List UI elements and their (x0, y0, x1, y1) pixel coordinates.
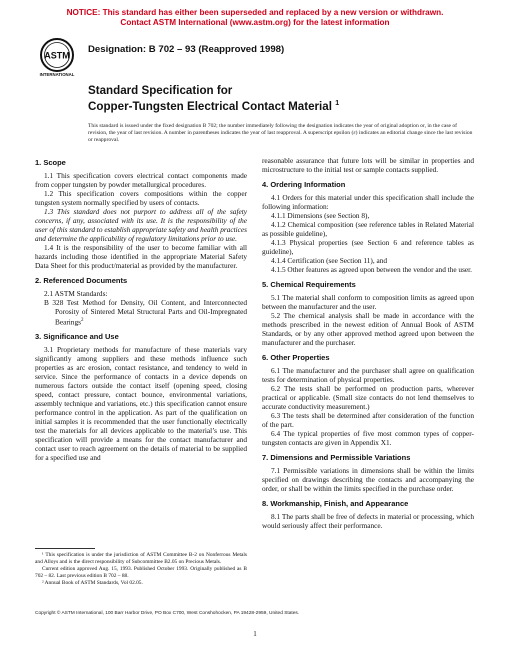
logo-caption: INTERNATIONAL (39, 72, 75, 77)
paragraph-5-1: 5.1 The material shall conform to composition limits as agreed upon between the manufacturer and the user. (262, 293, 474, 311)
paragraph-6-4: 6.4 The typical properties of five most common types of copper-tungsten contacts are given in Appendix X1. (262, 429, 474, 447)
paragraph-4-1: 4.1 Orders for this material under this specification shall include the following information: (262, 193, 474, 211)
footnote-rule (35, 548, 95, 549)
section-heading-other-properties: 6. Other Properties (262, 353, 330, 362)
footnote-1-edition: Current edition approved Aug. 15, 1993. Published October 1993. Originally published as B 702 – 82. Last previous edition B 702 – 88. (35, 566, 247, 579)
title-line-1: Standard Specification for (88, 84, 233, 97)
paragraph-3-1: 3.1 Proprietary methods for manufacture of these materials vary significantly among suppliers and these methods influence such properties as arc erosion, contact resistance, and tendency to weld in service. Since the performance of contacts in a device depends on numerous factors outside the contact itself (opening speed, closing speed, contact pressure, contact bounce, environmental variations, assembly technique and variations, etc.) this specification cannot ensure performance control in the application. As part of the qualification on initial samples it is recommended that the user functionally electrically test the materials for all devices applicable to the material’s use. This specification will provide a means for the contact manufacturer and contact user to reach agreement on the details of material to be supplied for a specified use and (35, 345, 247, 463)
reference-footnote-mark: 2 (80, 318, 84, 323)
paragraph-4-1-3: 4.1.3 Physical properties (see Section 6 and reference tables as guideline), (262, 238, 474, 256)
section-heading-referenced-documents: 2. Referenced Documents (35, 276, 128, 285)
notice-line-1: NOTICE: This standard has either been superseded and replaced by a new version or withdrawn. (66, 8, 444, 17)
left-column (35, 156, 247, 462)
designation: Designation: B 702 – 93 (Reapproved 1998) (88, 44, 285, 55)
section-heading-dimensions: 7. Dimensions and Permissible Variations (262, 453, 411, 462)
page-number: 1 (253, 630, 257, 638)
paragraph-8-1: 8.1 The parts shall be free of defects in material or processing, which would seriously affect their performance. (262, 512, 474, 530)
paragraph-1-1: 1.1 This specification covers electrical contact components made from copper tungsten by powder metallurgical procedures. (35, 171, 247, 189)
title-line-2: Copper-Tungsten Electrical Contact Material (88, 99, 332, 113)
paragraph-1-3: 1.3 This standard does not purport to address all of the safety concerns, if any, associated with its use. It is the responsibility of the user of this standard to establish appropriate safety and health practices and determine the applicability of regulatory limitations prior to use. (35, 207, 247, 243)
document-title (88, 84, 339, 113)
withdrawal-notice (0, 8, 510, 28)
logo-brand: ASTM (44, 50, 70, 61)
paragraph-6-2: 6.2 The tests shall be performed on production parts, wherever practical or applicable. (Small size contacts do not lend themselves to accurate conductivity measurement.) (262, 384, 474, 411)
paragraph-4-1-5: 4.1.5 Other features as agreed upon between the vendor and the user. (271, 265, 472, 274)
paragraph-4-1-2: 4.1.2 Chemical composition (see reference tables in Related Material as possible guideline), (262, 220, 474, 238)
preamble: This standard is issued under the fixed designation B 702; the number immediately following the designation indicates the year of original adoption or, in the case of revision, the year of last revision. A number in parentheses indicates the year of last reapproval. A superscript epsilon (ε) indicates an editorial change since the last revision or reapproval. (88, 123, 473, 143)
section-heading-scope: 1. Scope (35, 158, 66, 167)
right-column (262, 156, 474, 530)
title-footnote-mark: 1 (335, 100, 340, 107)
reference-b328 (35, 298, 247, 326)
notice-line-2: Contact ASTM International (www.astm.org) for the latest information (120, 18, 390, 27)
section-heading-ordering: 4. Ordering Information (262, 180, 346, 189)
paragraph-4-1-1: 4.1.1 Dimensions (see Section 8), (271, 211, 370, 220)
paragraph-6-1: 6.1 The manufacturer and the purchaser shall agree on qualification tests for determination of physical properties. (262, 366, 474, 384)
paragraph-1-2: 1.2 This specification covers compositions within the copper tungsten system normally specified by users of contacts. (35, 189, 247, 207)
paragraph-4-1-4: 4.1.4 Certification (see Section 11), and (271, 256, 388, 265)
paragraph-6-3: 6.3 The tests shall be determined after consideration of the function of the part. (262, 411, 474, 429)
paragraph-1-4: 1.4 It is the responsibility of the user to become familiar with all hazards including those identified in the appropriate Material Safety Data Sheet for this product/material as provided by the manufacturer. (35, 243, 247, 270)
footnotes (35, 552, 247, 588)
paragraph-7-1: 7.1 Permissible variations in dimensions shall be within the limits specified on drawings describing the contacts and accompanying the order, or shall be within the limits specified in the purchase order. (262, 466, 474, 493)
section-heading-significance: 3. Significance and Use (35, 332, 119, 342)
copyright-line: Copyright © ASTM International, 100 Barr Harbor Drive, PO Box C700, West Conshohocken, PA 19428-2959, United States. (35, 611, 300, 616)
footnote-1: ¹ This specification is under the jurisdiction of ASTM Committee B-2 on Nonferrous Metals and Alloys and is the direct responsibility of Subcommittee B2.05 on Precious Metals. (35, 552, 247, 565)
paragraph-2-1: 2.1 ASTM Standards: (44, 289, 108, 298)
section-heading-workmanship: 8. Workmanship, Finish, and Appearance (262, 499, 409, 508)
footnote-2: ² Annual Book of ASTM Standards, Vol 02.05. (42, 580, 143, 587)
paragraph-5-2: 5.2 The chemical analysis shall be made in accordance with the methods prescribed in the newest edition of Annual Book of ASTM Standards, or by any other approved method agreed upon between the manufacturer and the purchaser. (262, 311, 474, 347)
reference-b328-text: B 328 Test Method for Density, Oil Content, and Interconnected Porosity of Sintered Metal Structural Parts and Oil-Impregnated Bearings (44, 298, 247, 327)
astm-logo (36, 36, 78, 78)
paragraph-3-1-continued: reasonable assurance that future lots will be similar in properties and microstructure to the initial test or sample contacts supplied. (262, 156, 474, 174)
section-heading-chemical: 5. Chemical Requirements (262, 280, 356, 289)
